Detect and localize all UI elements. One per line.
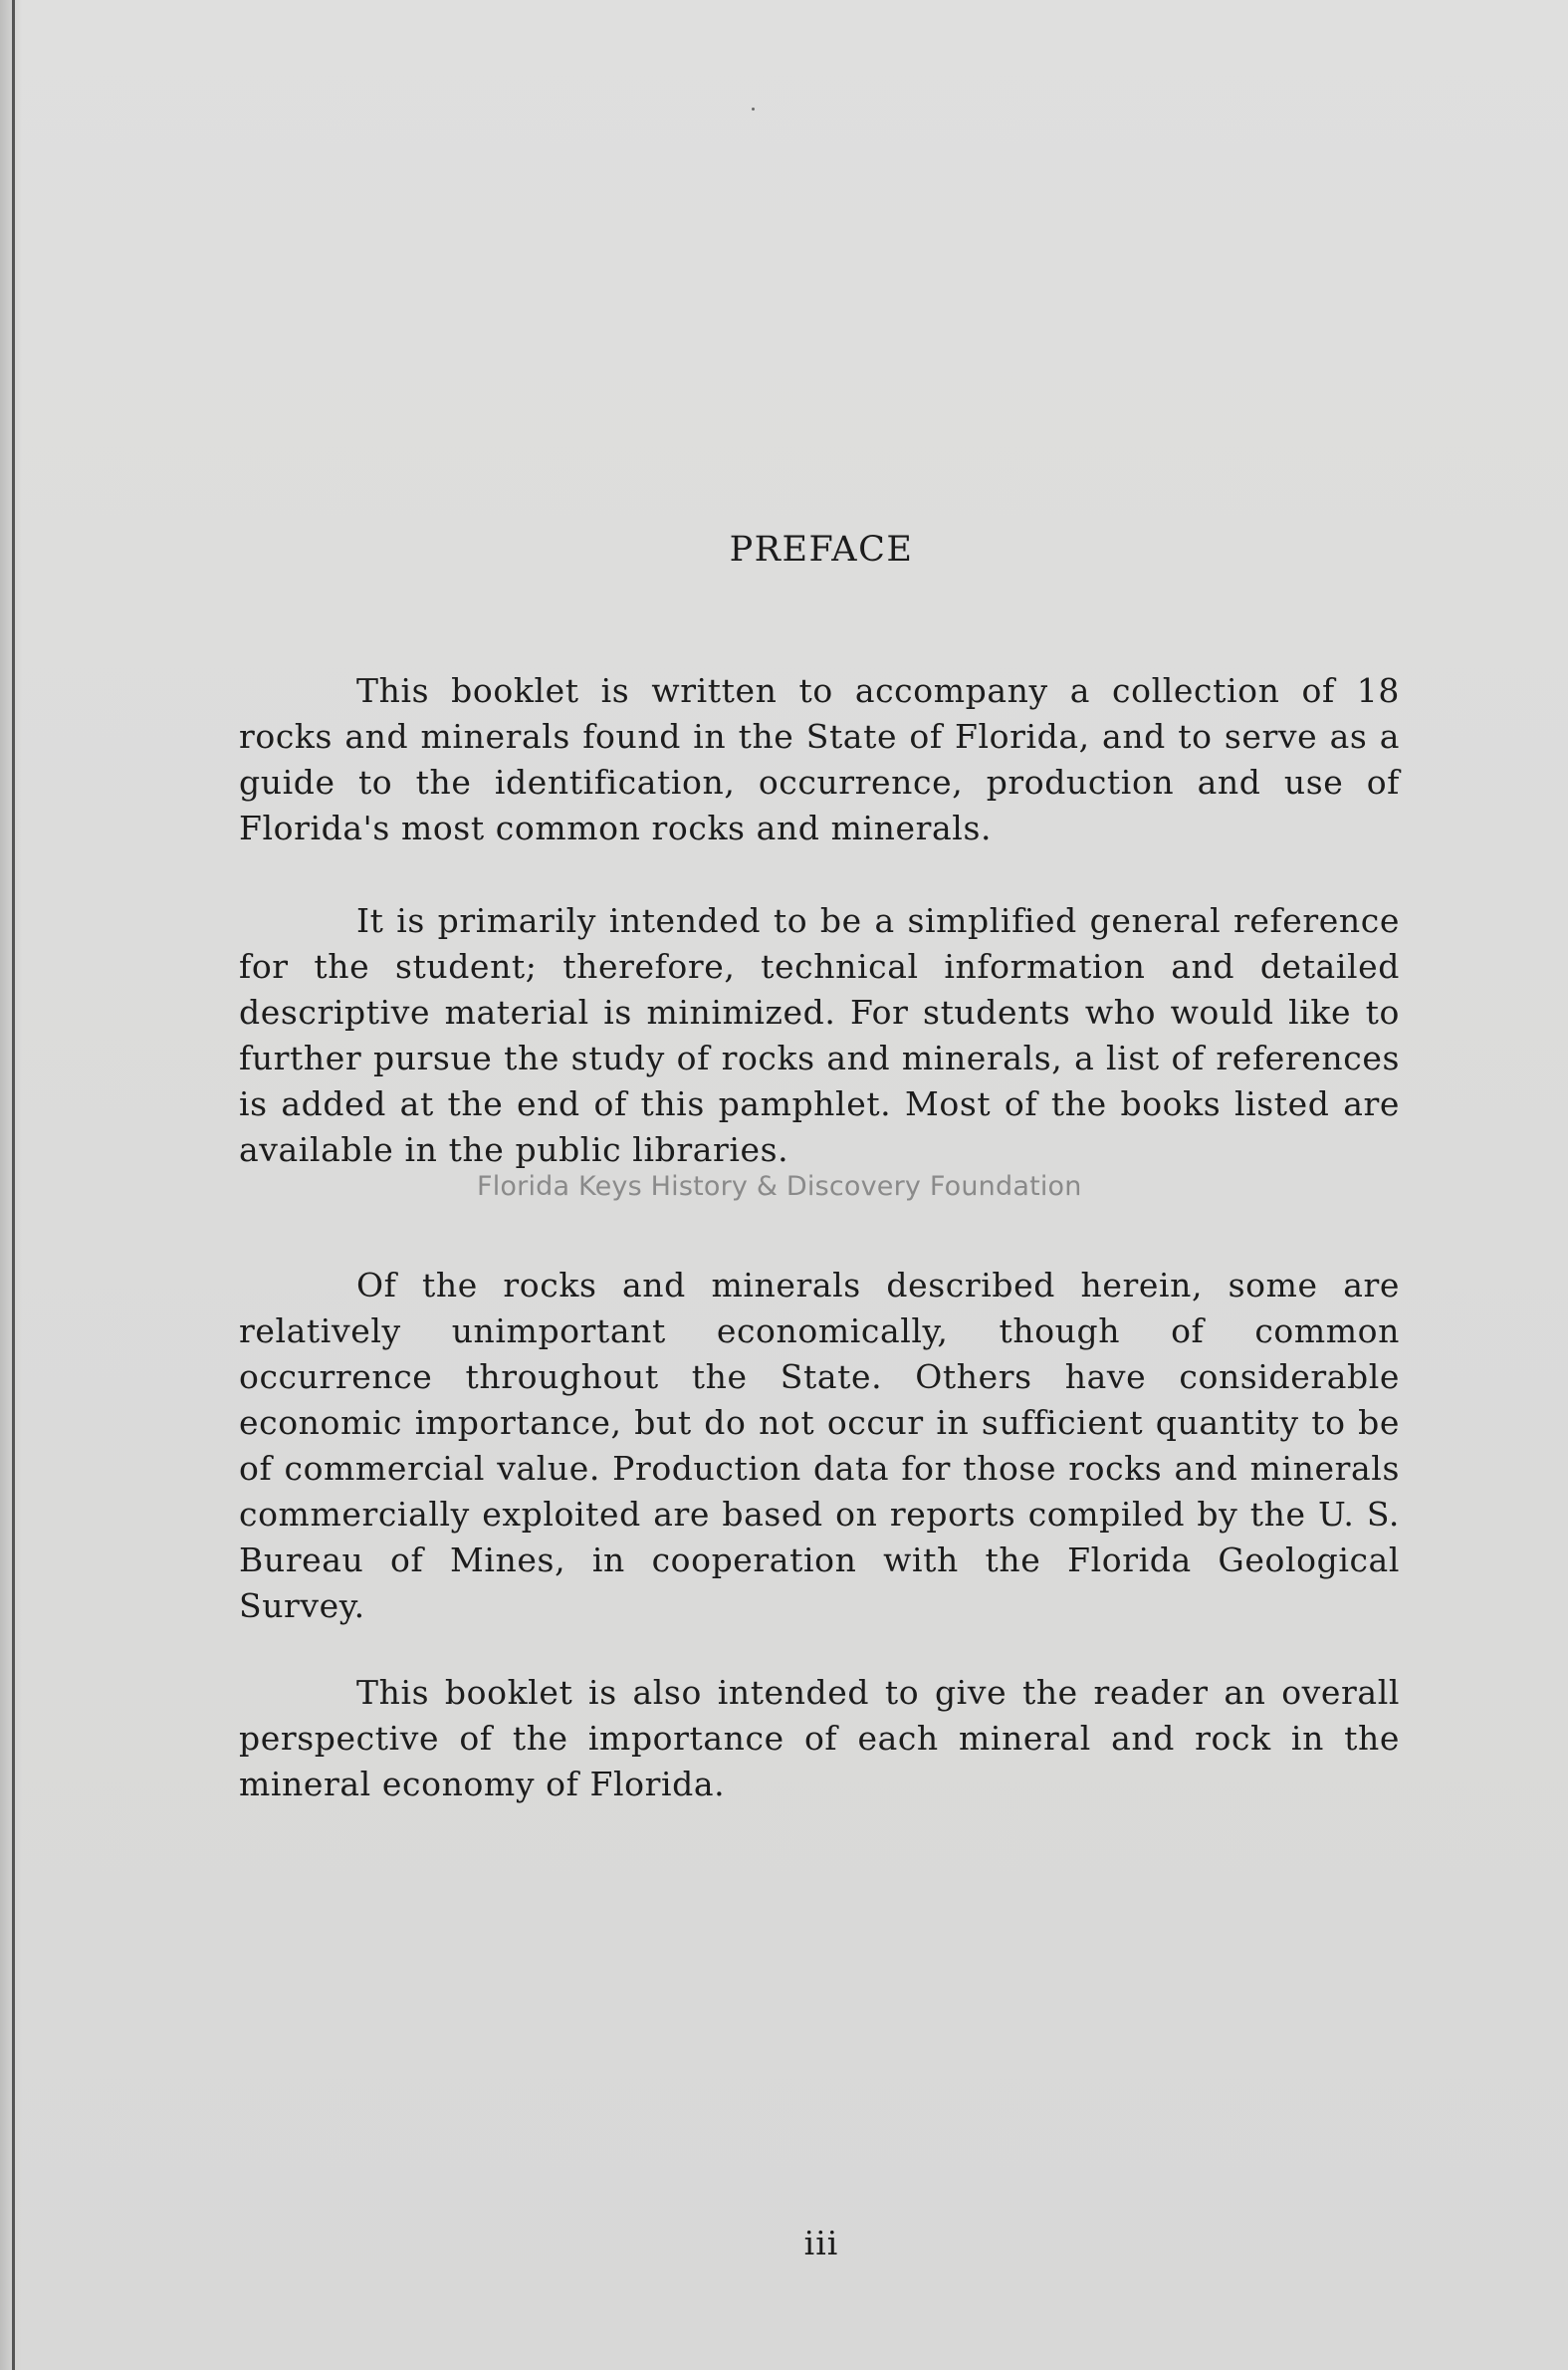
- paragraph-4: This booklet is also intended to give the reader an overall perspective of the importance of each mineral and rock in the mineral economy of Florida.: [239, 1673, 1400, 1803]
- paragraph-2: It is primarily intended to be a simplified general reference for the student; therefore, technical information and detailed descriptive material is minimized. For students who would like to further pursue the study of rocks and minerals, a list of references is added at the end of this pamphlet. Most of the books listed are available in the public libraries.: [239, 901, 1400, 1169]
- paragraph-1: This booklet is written to accompany a collection of 18 rocks and minerals found in the State of Florida, and to serve as a guide to the identification, occurrence, production and use of Florida's most common rocks and minerals.: [239, 671, 1400, 847]
- dust-speck: [752, 108, 755, 111]
- watermark-text: Florida Keys History & Discovery Foundation: [477, 1171, 1082, 1202]
- page-binding-edge: [0, 0, 22, 2370]
- page-number: iii: [803, 2224, 839, 2262]
- page-title: PREFACE: [729, 530, 914, 570]
- binding-shadow-line: [12, 0, 15, 2370]
- paragraph-3: Of the rocks and minerals described herein, some are relatively unimportant economically, though of common occurrence throughout the State. Others have considerable economic importance, but do not occur in sufficient quantity to be of commercial value. Production data for those rocks and minerals commercially exploited are based on reports compiled by the U. S. Bureau of Mines, in cooperation with the Florida Geological Survey.: [239, 1266, 1400, 1625]
